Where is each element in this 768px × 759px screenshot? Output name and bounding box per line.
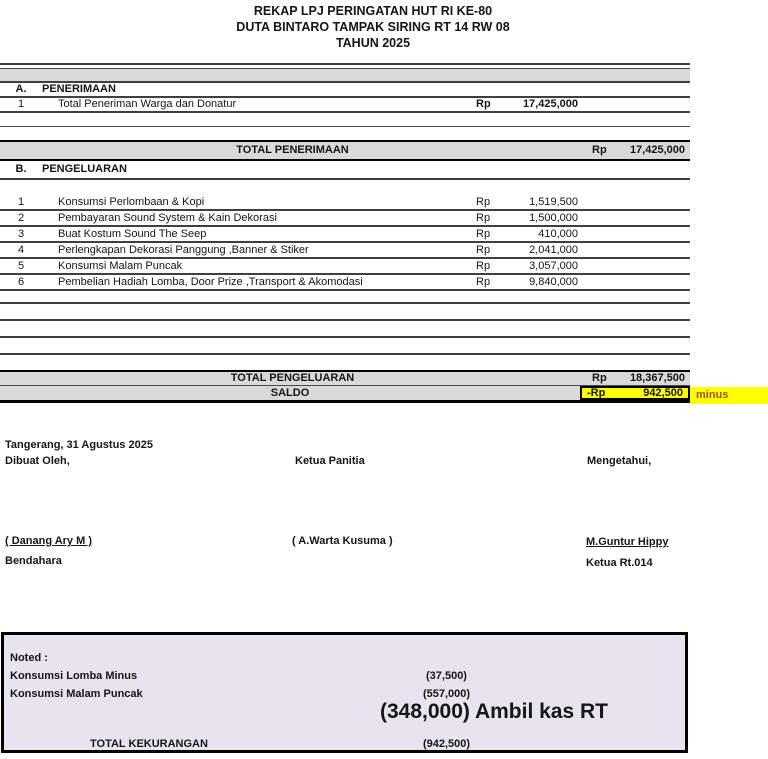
expense-no: 5 xyxy=(17,259,25,272)
place-date: Tangerang, 31 Agustus 2025 xyxy=(5,439,153,451)
saldo-amount: 942,500 xyxy=(643,386,683,399)
expense-currency: Rp xyxy=(476,243,491,256)
expense-desc: Buat Kostum Sound The Seep xyxy=(58,227,207,240)
income-amount: 17,425,000 xyxy=(522,98,578,110)
expense-amount: 1,519,500 xyxy=(529,195,578,208)
empty-row xyxy=(0,291,690,304)
section-b-label: B. xyxy=(15,163,27,175)
expense-no: 6 xyxy=(17,275,25,288)
expense-currency: Rp xyxy=(476,259,491,272)
noted-big-note: (348,000) Ambil kas RT xyxy=(380,700,608,723)
expense-currency: Rp xyxy=(476,211,491,224)
gap-row xyxy=(0,127,690,140)
total-penerimaan-amount: 17,425,000 xyxy=(629,144,685,156)
signature-heading-left: Dibuat Oleh, xyxy=(5,455,70,467)
expense-currency: Rp xyxy=(476,275,491,288)
expense-row-5 xyxy=(0,259,690,275)
report-title-line2: DUTA BINTARO TAMPAK SIRING RT 14 RW 08 xyxy=(236,20,510,34)
empty-row xyxy=(0,113,690,127)
expense-amount: 3,057,000 xyxy=(529,259,578,272)
signature-role-right: Ketua Rt.014 xyxy=(586,557,653,569)
expense-amount: 2,041,000 xyxy=(529,243,578,256)
section-a-title: PENERIMAAN xyxy=(42,83,116,95)
expense-amount: 410,000 xyxy=(538,227,578,240)
noted-row2-amount: (557,000) xyxy=(422,688,471,700)
signature-role-left: Bendahara xyxy=(5,555,62,567)
expense-currency: Rp xyxy=(476,227,491,240)
saldo-label: SALDO xyxy=(270,386,310,399)
empty-row xyxy=(0,304,690,321)
noted-total-amount: (942,500) xyxy=(422,738,471,750)
expense-amount: 1,500,000 xyxy=(529,211,578,224)
noted-box xyxy=(1,632,688,753)
signature-name-left: ( Danang Ary M ) xyxy=(5,535,92,547)
signature-name-center: ( A.Warta Kusuma ) xyxy=(292,535,393,547)
report-title-line3: TAHUN 2025 xyxy=(335,36,411,50)
income-no: 1 xyxy=(17,98,25,110)
total-pengeluaran-amount: 18,367,500 xyxy=(629,372,685,384)
signature-heading-right: Mengetahui, xyxy=(587,455,652,467)
expense-row-6 xyxy=(0,275,690,291)
expense-desc: Pembayaran Sound System & Kain Dekorasi xyxy=(58,211,277,224)
total-penerimaan-label: TOTAL PENERIMAAN xyxy=(236,144,349,156)
income-row xyxy=(0,98,690,113)
total-pengeluaran-currency: Rp xyxy=(592,372,607,384)
total-pengeluaran-label: TOTAL PENGELUARAN xyxy=(230,372,355,384)
report-title-block xyxy=(0,3,746,51)
total-penerimaan-currency: Rp xyxy=(592,144,607,156)
noted-row2-label: Konsumsi Malam Puncak xyxy=(10,688,143,700)
expense-no: 1 xyxy=(17,195,25,208)
saldo-currency: -Rp xyxy=(587,386,606,399)
noted-row1-amount: (37,500) xyxy=(426,670,467,682)
section-a-row xyxy=(0,83,690,98)
expense-desc: Pembelian Hadiah Lomba, Door Prize ,Transport & Akomodasi xyxy=(58,275,363,288)
expense-row-2 xyxy=(0,211,690,227)
saldo-minus-note: minus xyxy=(690,387,768,404)
saldo-row xyxy=(0,386,690,403)
total-pengeluaran-row xyxy=(0,370,690,386)
expense-no: 4 xyxy=(17,243,25,256)
expense-desc: Perlengkapan Dekorasi Panggung ,Banner & Stiker xyxy=(58,243,309,256)
empty-row xyxy=(0,338,690,355)
signature-name-right: M.Guntur Hippy xyxy=(586,536,669,548)
expense-no: 3 xyxy=(17,227,25,240)
report-table xyxy=(0,63,690,403)
expense-row-1 xyxy=(0,195,690,211)
income-desc: Total Peneriman Warga dan Donatur xyxy=(58,98,237,110)
expense-desc: Konsumsi Perlombaan & Kopi xyxy=(58,195,205,208)
expense-no: 2 xyxy=(17,211,25,224)
section-b-row xyxy=(0,161,690,180)
total-penerimaan-row xyxy=(0,140,690,161)
section-b-title: PENGELUARAN xyxy=(42,163,127,175)
expense-row-3 xyxy=(0,227,690,243)
income-currency: Rp xyxy=(476,98,491,110)
gap-row xyxy=(0,355,690,370)
empty-row xyxy=(0,321,690,338)
saldo-amount-cell xyxy=(580,386,690,400)
expense-row-4 xyxy=(0,243,690,259)
noted-heading: Noted : xyxy=(10,652,48,664)
section-a-label: A. xyxy=(15,83,27,95)
expense-currency: Rp xyxy=(476,195,491,208)
signature-heading-center: Ketua Panitia xyxy=(295,455,365,467)
noted-total-label: TOTAL KEKURANGAN xyxy=(90,738,208,750)
gap-row xyxy=(0,180,690,195)
expense-desc: Konsumsi Malam Puncak xyxy=(58,259,183,272)
expense-amount: 9,840,000 xyxy=(529,275,578,288)
report-title-line1: REKAP LPJ PERINGATAN HUT RI KE-80 xyxy=(253,4,493,18)
gray-header-row xyxy=(0,69,690,83)
noted-row1-label: Konsumsi Lomba Minus xyxy=(10,670,138,682)
